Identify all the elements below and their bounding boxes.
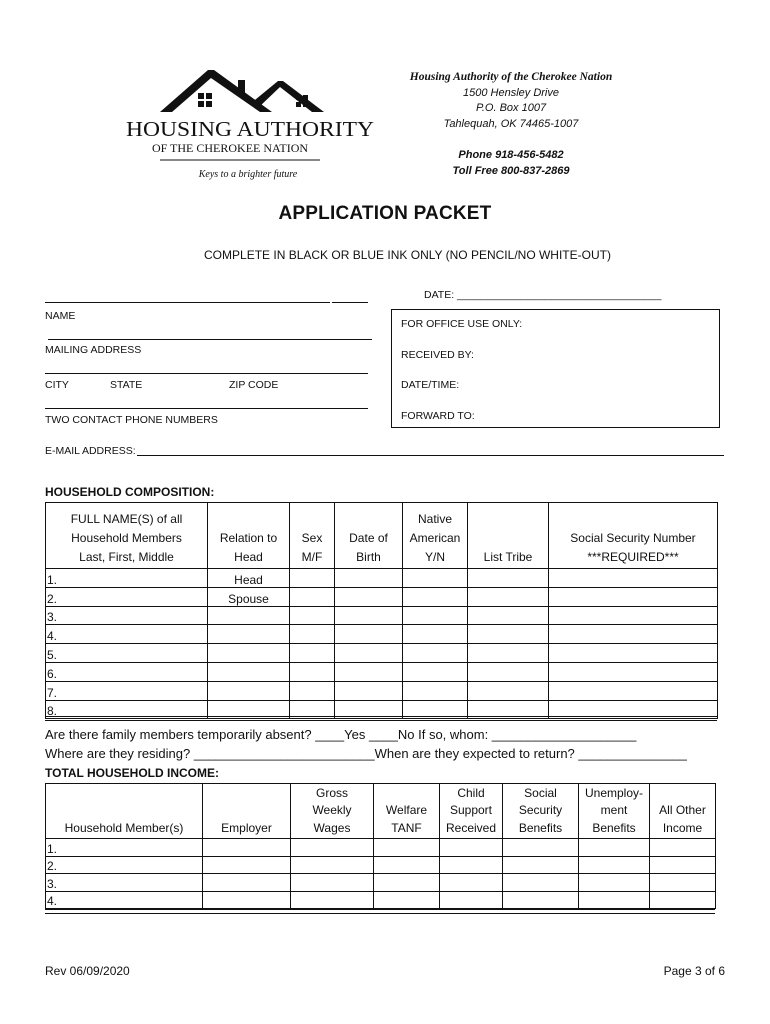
- income-cell[interactable]: [203, 839, 291, 857]
- household-header-line: ***REQUIRED***: [587, 550, 679, 564]
- household-cell[interactable]: [549, 569, 718, 588]
- household-header-0: [46, 503, 208, 569]
- household-row-number[interactable]: 1.: [46, 569, 208, 588]
- household-row: [46, 569, 718, 588]
- household-header-row: [46, 503, 718, 569]
- agency-address-block: [380, 70, 642, 179]
- household-cell[interactable]: [549, 606, 718, 625]
- relation-cell[interactable]: Spouse: [208, 587, 290, 606]
- office-use-title: FOR OFFICE USE ONLY:: [401, 318, 523, 330]
- income-header-line: [205, 785, 288, 803]
- household-row-number[interactable]: 3.: [46, 606, 208, 625]
- relation-cell[interactable]: Head: [208, 569, 290, 588]
- name-line-ext: [332, 302, 368, 303]
- household-cell[interactable]: [403, 606, 468, 625]
- household-header-line: Household Members: [71, 531, 182, 545]
- household-header-6: [549, 503, 718, 569]
- household-header-line: FULL NAME(S) of all: [70, 512, 183, 526]
- income-header-line: Received: [445, 820, 497, 835]
- household-row: [46, 662, 718, 681]
- household-cell[interactable]: [403, 625, 468, 644]
- income-cell[interactable]: [291, 891, 374, 909]
- household-cell[interactable]: [549, 644, 718, 663]
- logo-window-left: [198, 93, 212, 107]
- income-cell[interactable]: [440, 856, 503, 874]
- household-cell[interactable]: [335, 681, 403, 700]
- relation-cell[interactable]: [208, 662, 290, 681]
- income-cell[interactable]: [203, 856, 291, 874]
- mailing-line[interactable]: [48, 339, 372, 340]
- income-header-line: Security: [518, 803, 563, 817]
- household-cell[interactable]: [549, 587, 718, 606]
- household-income-table: [45, 783, 716, 909]
- income-cell[interactable]: [650, 839, 716, 857]
- income-cell[interactable]: [579, 856, 650, 874]
- household-cell[interactable]: [335, 569, 403, 588]
- page-title: APPLICATION PACKET: [278, 203, 492, 224]
- household-cell[interactable]: [549, 625, 718, 644]
- household-cell[interactable]: [335, 625, 403, 644]
- household-cell[interactable]: [468, 662, 549, 681]
- income-cell[interactable]: [291, 856, 374, 874]
- mailing-address-label: MAILING ADDRESS: [45, 344, 142, 356]
- zip-code-label: ZIP CODE: [229, 379, 279, 391]
- toll-free-number: Toll Free 800-837-2869: [452, 164, 570, 177]
- income-header-line: ment: [600, 803, 628, 817]
- household-header-line: Head: [234, 550, 263, 564]
- income-header-line: [205, 802, 288, 820]
- household-header-line: M/F: [301, 550, 323, 564]
- income-cell[interactable]: [291, 874, 374, 892]
- household-cell[interactable]: [335, 662, 403, 681]
- name-line[interactable]: [45, 302, 330, 303]
- phone-line[interactable]: [45, 408, 368, 409]
- household-composition-table: [45, 502, 718, 719]
- household-row: [46, 644, 718, 663]
- income-header-line: Support: [449, 803, 493, 817]
- household-cell[interactable]: [468, 587, 549, 606]
- income-row-number[interactable]: 1.: [46, 839, 203, 857]
- household-cell[interactable]: [403, 662, 468, 681]
- income-cell[interactable]: [374, 874, 440, 892]
- household-row: [46, 625, 718, 644]
- income-cell[interactable]: [440, 874, 503, 892]
- income-row-number[interactable]: 3.: [46, 874, 203, 892]
- household-header-line: [292, 510, 332, 529]
- household-cell[interactable]: [335, 587, 403, 606]
- income-header-line: Wages: [313, 820, 351, 835]
- date-field[interactable]: DATE: ___________________________________: [424, 289, 662, 301]
- income-cell[interactable]: [503, 856, 579, 874]
- page-number: Page 3 of 6: [663, 964, 725, 978]
- income-row: [46, 839, 716, 857]
- household-cell[interactable]: [403, 587, 468, 606]
- income-cell[interactable]: [650, 874, 716, 892]
- revision-date: Rev 06/09/2020: [45, 964, 130, 978]
- household-cell[interactable]: [468, 606, 549, 625]
- household-row-number[interactable]: 6.: [46, 662, 208, 681]
- housing-authority-logo: [120, 64, 380, 182]
- income-header-line: [652, 785, 713, 803]
- household-cell[interactable]: [468, 681, 549, 700]
- relation-cell[interactable]: [208, 625, 290, 644]
- household-header-line: Native: [417, 512, 452, 526]
- income-cell[interactable]: [650, 856, 716, 874]
- income-header-line: Welfare: [385, 803, 428, 817]
- income-row-number[interactable]: 2.: [46, 856, 203, 874]
- relation-cell[interactable]: [208, 606, 290, 625]
- household-cell[interactable]: [290, 644, 335, 663]
- household-cell[interactable]: [403, 569, 468, 588]
- income-header-line: Employer: [221, 820, 272, 835]
- income-header-line: Child: [457, 785, 485, 800]
- household-header-5: [468, 503, 549, 569]
- household-cell[interactable]: [468, 569, 549, 588]
- household-row: [46, 606, 718, 625]
- household-table-bottom-rule: [45, 716, 717, 721]
- phone-number: Phone 918-456-5482: [458, 149, 564, 161]
- household-header-line: [337, 510, 400, 529]
- household-header-4: [403, 503, 468, 569]
- income-header-line: All Other: [659, 803, 706, 817]
- household-cell[interactable]: [290, 587, 335, 606]
- household-header-line: Date of: [349, 531, 388, 545]
- income-header-line: Social: [524, 785, 557, 800]
- household-cell[interactable]: [290, 662, 335, 681]
- income-header-3: [374, 784, 440, 839]
- income-cell[interactable]: [291, 839, 374, 857]
- household-cell[interactable]: [468, 625, 549, 644]
- income-cell[interactable]: [374, 891, 440, 909]
- relation-cell[interactable]: [208, 644, 290, 663]
- income-header-line: [48, 802, 200, 820]
- income-header-line: Income: [662, 820, 703, 835]
- income-cell[interactable]: [374, 856, 440, 874]
- state-label: STATE: [110, 379, 143, 391]
- household-row: [46, 587, 718, 606]
- income-header-4: [440, 784, 503, 839]
- income-row: [46, 874, 716, 892]
- date-time-label: DATE/TIME:: [401, 379, 460, 391]
- income-cell[interactable]: [579, 874, 650, 892]
- income-cell[interactable]: [579, 891, 650, 909]
- logo-name: HOUSING AUTHORITY: [126, 117, 374, 141]
- income-cell[interactable]: [650, 891, 716, 909]
- household-header-line: List Tribe: [483, 550, 533, 564]
- household-cell[interactable]: [290, 681, 335, 700]
- income-cell[interactable]: [374, 839, 440, 857]
- income-cell[interactable]: [440, 839, 503, 857]
- household-header-1: [208, 503, 290, 569]
- household-cell[interactable]: [403, 681, 468, 700]
- income-header-line: [376, 785, 437, 803]
- income-table-bottom-rule: [45, 909, 715, 914]
- household-row-number[interactable]: 7.: [46, 681, 208, 700]
- household-header-line: Last, First, Middle: [79, 550, 174, 564]
- income-row: [46, 891, 716, 909]
- income-header-7: [650, 784, 716, 839]
- household-header-line: Y/N: [424, 550, 445, 564]
- income-header-0: [46, 784, 203, 839]
- household-cell[interactable]: [290, 569, 335, 588]
- household-header-line: Birth: [356, 550, 381, 564]
- household-header-2: [290, 503, 335, 569]
- income-header-line: Unemploy-: [584, 785, 644, 800]
- income-cell[interactable]: [503, 839, 579, 857]
- income-row-number[interactable]: 4.: [46, 891, 203, 909]
- income-cell[interactable]: [203, 891, 291, 909]
- received-by-label: RECEIVED BY:: [401, 349, 474, 361]
- email-label: E-MAIL ADDRESS:: [45, 445, 136, 457]
- income-header-line: TANF: [391, 820, 422, 835]
- logo-tagline: Keys to a brighter future: [198, 169, 298, 180]
- income-header-5: [503, 784, 579, 839]
- agency-name: Housing Authority of the Cherokee Nation: [409, 71, 613, 83]
- relation-cell[interactable]: [208, 681, 290, 700]
- household-row-number[interactable]: 2.: [46, 587, 208, 606]
- household-cell[interactable]: [335, 606, 403, 625]
- household-cell[interactable]: [549, 681, 718, 700]
- income-header-line: Gross: [315, 785, 348, 800]
- email-line[interactable]: [137, 455, 724, 456]
- city-label: CITY: [45, 379, 69, 391]
- income-header-line: Benefits: [518, 820, 563, 835]
- household-header-line: [470, 529, 546, 548]
- office-use-box: [391, 309, 720, 428]
- household-header-line: [551, 510, 715, 529]
- ink-instructions: COMPLETE IN BLACK OR BLUE INK ONLY (NO PENCIL/NO WHITE-OUT): [204, 248, 611, 262]
- household-row-number[interactable]: 5.: [46, 644, 208, 663]
- household-header-line: Relation to: [219, 531, 278, 545]
- household-cell[interactable]: [549, 662, 718, 681]
- household-cell[interactable]: [403, 644, 468, 663]
- household-income-heading: TOTAL HOUSEHOLD INCOME:: [45, 766, 219, 780]
- income-cell[interactable]: [203, 874, 291, 892]
- household-row-number[interactable]: 4.: [46, 625, 208, 644]
- household-cell[interactable]: [335, 644, 403, 663]
- city-line[interactable]: [45, 373, 368, 374]
- logo-subname: OF THE CHEROKEE NATION: [151, 141, 309, 155]
- name-label: NAME: [45, 310, 76, 322]
- household-cell[interactable]: [290, 625, 335, 644]
- absent-members-question[interactable]: Are there family members temporarily absent? ____Yes ____No If so, whom: ____________________: [45, 727, 637, 742]
- household-header-line: American: [409, 531, 461, 545]
- income-header-2: [291, 784, 374, 839]
- income-header-line: Weekly: [312, 803, 352, 817]
- household-row-number[interactable]: 8.: [46, 700, 208, 719]
- income-row: [46, 856, 716, 874]
- income-cell[interactable]: [579, 839, 650, 857]
- income-cell[interactable]: [503, 874, 579, 892]
- household-cell[interactable]: [468, 644, 549, 663]
- address-line-1: 1500 Hensley Drive: [463, 86, 559, 99]
- income-header-line: Household Member(s): [64, 820, 184, 835]
- forward-to-label: FORWARD TO:: [401, 410, 475, 422]
- address-line-2: P.O. Box 1007: [475, 102, 547, 114]
- household-cell[interactable]: [290, 606, 335, 625]
- address-line-3: Tahlequah, OK 74465-1007: [443, 117, 579, 130]
- household-header-line: [470, 510, 546, 529]
- income-cell[interactable]: [503, 891, 579, 909]
- household-header-line: Sex: [301, 531, 323, 545]
- residing-question[interactable]: Where are they residing? _________________________When are they expected to return? _______________: [45, 746, 687, 761]
- household-row: [46, 681, 718, 700]
- income-header-row: [46, 784, 716, 839]
- income-header-line: Benefits: [592, 820, 636, 835]
- household-header-3: [335, 503, 403, 569]
- household-composition-heading: HOUSEHOLD COMPOSITION:: [45, 485, 215, 499]
- household-header-line: [210, 510, 287, 529]
- income-header-line: [48, 785, 200, 803]
- income-cell[interactable]: [440, 891, 503, 909]
- contact-phones-label: TWO CONTACT PHONE NUMBERS: [45, 414, 218, 426]
- household-header-line: Social Security Number: [570, 531, 696, 545]
- income-header-6: [579, 784, 650, 839]
- income-header-1: [203, 784, 291, 839]
